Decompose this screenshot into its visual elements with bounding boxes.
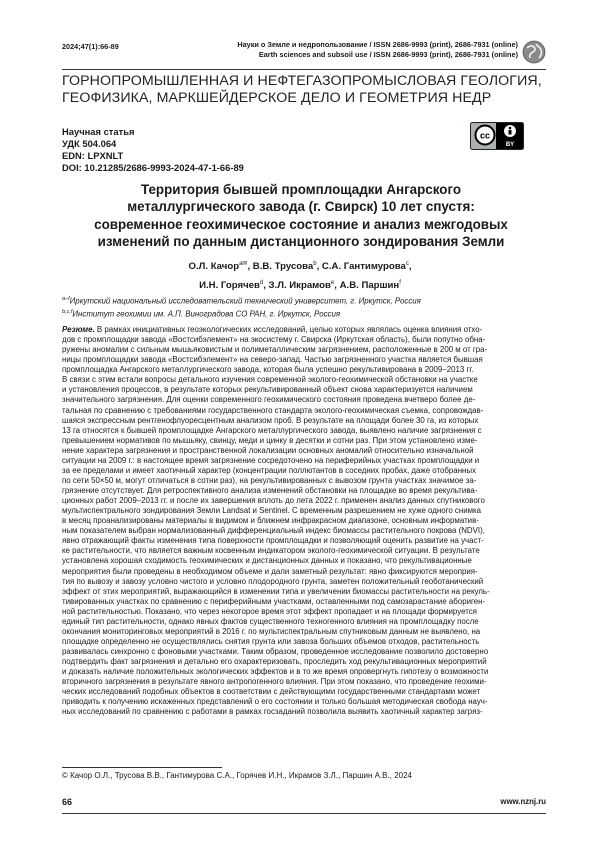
author-name: , З.Л. Икрамов	[263, 280, 331, 292]
title-line-3: современное геохимическое состояние и анализ межгодовых	[94, 216, 508, 232]
abstract-line: единый тип растительности, однако явных фактов существенного техногенного влияния на промплощадку после	[62, 616, 479, 626]
cc-label: cc	[479, 130, 491, 141]
article-type: Научная статья	[62, 126, 135, 137]
journal-title-ru: Науки о Земле и недропользование / ISSN 2686-9993 (print), 2686-7931 (online)	[237, 40, 518, 49]
globe-icon	[522, 40, 546, 64]
abstract-line: тивированных участках по сравнению с периферийными участками, оставленными под самозарастание абориген-	[62, 596, 486, 606]
abstract-line: превышением нормативов по мышьяку, свинцу, меди и цинку в десятки и сотни раз. При этом установлено изме-	[62, 435, 478, 445]
abstract-line: ницы промплощадки завода «Востсибэлемент» на северо-запад. Частью загрязненного участка является бывшая	[62, 355, 483, 365]
author-sup: e	[330, 280, 335, 287]
doi: DOI: 10.21285/2686-9993-2024-47-1-66-89	[62, 162, 244, 173]
affiliation-2	[62, 307, 532, 320]
abstract-line: приводить к получению искаженных представлений о его состоянии и только большая методическая свобода науч-	[62, 697, 488, 707]
abstract-line: значительного загрязнения. Для оценки современного геохимического состояния проведена вчетверо более де-	[62, 395, 476, 405]
author-list	[120, 256, 480, 294]
abstract-line: установлена хорошая сходимость геохимических и дистанционных данных и показано, что рекультивационные	[62, 556, 472, 566]
abstract-line: в месяц проанализированы материалы в видимом и ближнем инфракрасном диапазоне, основным информатив-	[62, 516, 479, 526]
abstract-line: нение характера загрязнения и пространственной локализации основных аномалий относительно изначальной	[62, 445, 474, 455]
abstract-line: промплощадка Ангарского металлургического завода, которая была успешно рекультивирована в 2009–2013 гг.	[62, 365, 474, 375]
abstract-line: ных исследований по сравнению с работами в рамках госзаданий позволила выявить хаотичный характер загряз-	[62, 707, 483, 717]
affiliation-sup: a–f	[62, 296, 70, 302]
abstract-label: Резюме.	[62, 325, 95, 334]
abstract-line: подтвердить факт загрязнения и детально его охарактеризовать, проследить ход рекультивационных мероприятий	[62, 657, 487, 667]
abstract-line: ционных работ 2009–2013 гг. и после их завершения вплоть до лета 2022 г. применен анализ данных спутникового	[62, 496, 485, 506]
abstract-line: вторичного загрязнения в результате явного антропогенного влияния. При этом показано, что проведение геохими-	[62, 677, 487, 687]
authors-row-1: О.Л. Качор$^{a✉}$, В.В. Трусова$^b$, С.А. Гантимурова$^c$,	[188, 261, 412, 273]
issue-info: 2024;47(1):66-89	[62, 42, 119, 51]
page-number: 66	[62, 797, 73, 807]
section-line-1: ГОРНОПРОМЫШЛЕННАЯ И НЕФТЕГАЗОПРОМЫСЛОВАЯ ГЕОЛОГИЯ,	[62, 73, 542, 89]
abstract-line: явно отражающий факты изменения типа поверхности промплощадки и позволяющий оценить развитие на участ-	[62, 536, 484, 546]
section-heading	[62, 73, 542, 107]
author-sup: f	[399, 280, 401, 287]
abstract-line: ной растительностью. Показано, что через некоторое время этот эффект пропадает и на площади формируется	[62, 606, 477, 616]
author-name: , А.В. Паршин	[334, 280, 400, 292]
abstract-line: эффект от этих мероприятий, выражающийся в изменении типа и увеличении биомассы растительности на рекуль-	[62, 586, 490, 596]
author-sup: a✉	[239, 261, 248, 267]
author-sup: c	[405, 261, 409, 267]
article-meta	[62, 126, 244, 174]
abstract-line: по сети 50×50 м, могут отличаться в сотни раз), на рекультивированных с вывозом грунта участках значимое за-	[62, 475, 477, 485]
author-name: , С.А. Гантимурова	[316, 261, 406, 273]
udk: УДК 504.064	[62, 138, 117, 149]
journal-title-en: Earth sciences and subsoil use / ISSN 2686-9993 (print), 2686-7931 (online)	[258, 49, 518, 59]
abstract-line: тальная по сравнению с требованиями государственного стандарта эколого-геохимическая съемка, сопровождав-	[62, 405, 484, 415]
affiliation-sup: b,c,f	[62, 309, 73, 316]
abstract-line: ческих исследований подобных объектов в соответствии с действующими государственными стандартами может	[62, 687, 481, 697]
abstract-line: В рамках инициативных геоэкологических исследований, целью которых являлась оценка влияния отхо-	[96, 325, 483, 334]
abstract	[62, 325, 544, 717]
section-line-2: ГЕОФИЗИКА, МАРКШЕЙДЕРСКОЕ ДЕЛО И ГЕОМЕТРИЯ НЕДР	[62, 90, 492, 106]
abstract-line: и установления процессов, в результате которых рекультивированный объект снова характеризуется наличием	[62, 385, 473, 395]
abstract-line: грязнение отсутствует. Для ретроспективного анализа изменений обстановки на площадке во время рекультива-	[62, 486, 478, 495]
title-line-1: Территория бывшей промплощадки Ангарского	[140, 182, 462, 197]
footer-rule	[62, 813, 546, 814]
title-line-2: металлургического завода (г. Свирск) 10 лет спустя:	[127, 199, 475, 215]
journal-info	[237, 40, 518, 59]
author-name: О.Л. Качор	[188, 261, 240, 273]
abstract-line: ружены аномалии с сильным мышьяковистым и полиметаллическим загрязнением, расположенные в 200 м от гра-	[62, 345, 488, 355]
author-name: И.Н. Горячев	[199, 280, 260, 292]
header-rule	[62, 69, 546, 70]
authors-row-2	[120, 275, 480, 294]
abstract-line: 13 га относятся к бывшей промплощадке Ангарского металлургического завода, выявлено наличие загрязнения с	[62, 425, 482, 435]
edn: EDN: LPXNLT	[62, 150, 124, 161]
abstract-line: развивалась синхронно с фоновыми участками. Таким образом, проведенное исследование позволило достоверно	[62, 647, 489, 656]
affiliations	[62, 294, 532, 320]
abstract-line: тия по вывозу и завозу условно чистого и условно плодородного грунта, заметен положительный геоботанический	[62, 576, 484, 586]
abstract-line: мультиспектрального зондирования Земли Landsat и Sentinel. С временным разрешением не хуже одного снимка	[62, 506, 482, 516]
abstract-line: ным показателем выбран нормализованный дифференциальный индекс биомассы растительного покрова (NDVI),	[62, 526, 485, 536]
footnote-rule	[62, 767, 222, 768]
cc-by-license-icon	[470, 122, 524, 150]
abstract-line: ситуации на 2009 г.: в настоящее время загрязнение сосредоточено на периферийных участках промплощадки и	[62, 455, 480, 465]
affiliation-text: Иркутский национальный исследовательский технический университет, г. Иркутск, Россия	[69, 296, 421, 306]
abstract-line: за ее пределами и имеет хаотичный характер (концентрации поллютантов в соседних пробах, даже отобранных	[62, 465, 477, 475]
author-sup: d	[259, 280, 264, 287]
copyright: © Качор О.Л., Трусова В.В., Гантимурова С.А., Горячев И.Н., Икрамов З.Л., Паршин А.В., 2024	[62, 771, 412, 780]
running-header	[62, 40, 546, 70]
abstract-line: дов с промплощадки завода «Востсибэлемент» на экосистему г. Свирска (Иркутская область), были попутно обна-	[62, 335, 486, 345]
abstract-line: В связи с этим встали вопросы детального изучения современной эколого-геохимической обстановки на участке	[62, 375, 478, 385]
affiliation-text: Институт геохимии им. А.П. Виноградова СО РАН, г. Иркутск, Россия	[72, 309, 341, 319]
abstract-line: шаяся экспрессным рентгенофлуоресцентным анализом проб. В результате на площади более 30 га, из которых	[62, 415, 479, 425]
abstract-line: окончания мониторинговых мероприятий в 2016 г. по мультиспектральным спутниковым данным не выявлено, на	[62, 626, 481, 636]
abstract-line: и доказать наличие положительных экологических эффектов и в то же время опровергнуть гипотезу о возможности	[62, 667, 489, 677]
abstract-line: ке растительности, что является важным косвенным индикатором эколого-геохимической ситуации. В результате	[62, 546, 480, 556]
by-label: BY	[505, 142, 515, 148]
abstract-line: площадке определенно не осуществлялись снятия грунта или завоза больших объемов отходов, растительность	[62, 636, 480, 646]
affiliation-1	[62, 294, 532, 307]
author-name: , В.В. Трусова	[247, 261, 314, 273]
title-line-4: изменений по данным дистанционного зондирования Земли	[97, 234, 505, 250]
author-sup: b	[313, 261, 317, 267]
article-title	[62, 181, 540, 251]
abstract-line: мероприятия были проведены в необходимом объеме и дали заметный результат: явно фиксируются мероприя-	[62, 566, 478, 576]
website-link[interactable]: www.nznj.ru	[500, 797, 546, 806]
